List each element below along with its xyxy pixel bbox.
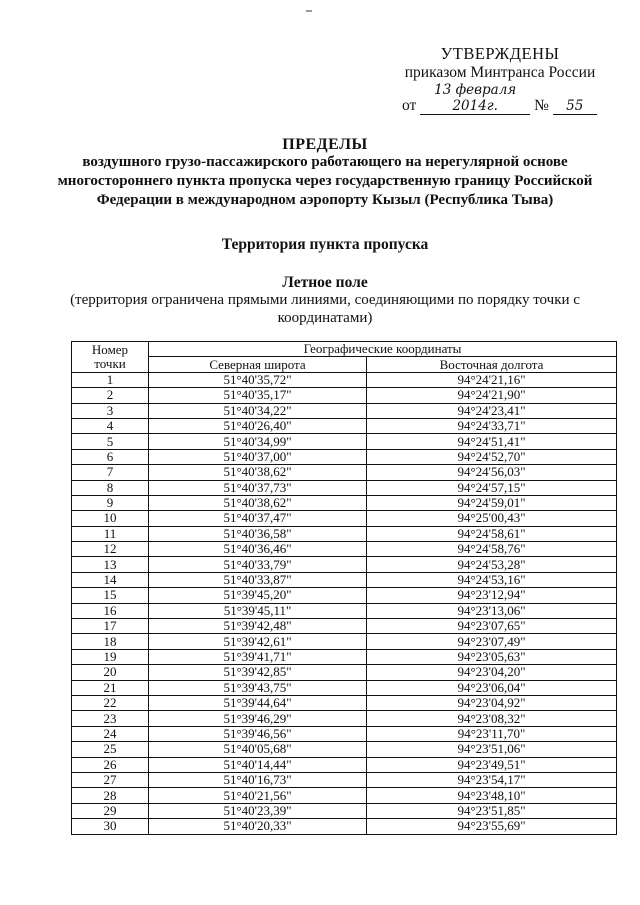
description-line: воздушного грузо-пассажирского работающего на нерегулярной основе — [82, 154, 568, 170]
cell-point-number: 23 — [72, 711, 149, 726]
approval-from-prefix: от — [402, 97, 417, 114]
cell-longitude: 94°23'07,49" — [367, 634, 617, 649]
cell-point-number: 6 — [72, 449, 149, 464]
cell-latitude: 51°40'38,62" — [149, 495, 367, 510]
cell-latitude: 51°40'33,79" — [149, 557, 367, 572]
cell-longitude: 94°23'12,94" — [367, 588, 617, 603]
cell-point-number: 13 — [72, 557, 149, 572]
cell-latitude: 51°39'45,11" — [149, 603, 367, 618]
cell-longitude: 94°24'57,15" — [367, 480, 617, 495]
table-header — [72, 342, 617, 373]
table-row — [72, 388, 617, 403]
cell-point-number: 27 — [72, 772, 149, 787]
cell-longitude: 94°23'55,69" — [367, 819, 617, 834]
cell-point-number: 15 — [72, 588, 149, 603]
table-row — [72, 434, 617, 449]
table-row — [72, 542, 617, 557]
header-point-number — [72, 342, 149, 373]
cell-latitude: 51°40'34,99" — [149, 434, 367, 449]
cell-longitude: 94°23'04,20" — [367, 665, 617, 680]
cell-point-number: 4 — [72, 418, 149, 433]
table-row — [72, 819, 617, 834]
table-row — [72, 603, 617, 618]
cell-point-number: 20 — [72, 665, 149, 680]
table-row — [72, 634, 617, 649]
territory-note — [40, 291, 610, 327]
cell-point-number: 19 — [72, 649, 149, 664]
cell-longitude: 94°24'51,41" — [367, 434, 617, 449]
cell-longitude: 94°24'21,16" — [367, 372, 617, 387]
cell-longitude: 94°23'05,63" — [367, 649, 617, 664]
cell-longitude: 94°24'33,71" — [367, 418, 617, 433]
cell-longitude: 94°24'58,76" — [367, 542, 617, 557]
cell-point-number: 18 — [72, 634, 149, 649]
table-row — [72, 418, 617, 433]
cell-longitude: 94°24'53,28" — [367, 557, 617, 572]
description-line: многостороннего пункта пропуска через государственную границу Российской — [57, 173, 593, 189]
cell-longitude: 94°25'00,43" — [367, 511, 617, 526]
table-row — [72, 449, 617, 464]
cell-latitude: 51°40'14,44" — [149, 757, 367, 772]
cell-point-number: 14 — [72, 572, 149, 587]
cell-point-number: 29 — [72, 803, 149, 818]
cell-latitude: 51°40'21,56" — [149, 788, 367, 803]
cell-point-number: 28 — [72, 788, 149, 803]
document-title: ПРЕДЕЛЫ — [282, 136, 368, 153]
table-row — [72, 403, 617, 418]
cell-latitude: 51°39'46,29" — [149, 711, 367, 726]
table-row — [72, 372, 617, 387]
cell-longitude: 94°24'59,01" — [367, 495, 617, 510]
cell-point-number: 1 — [72, 372, 149, 387]
cell-latitude: 51°40'05,68" — [149, 742, 367, 757]
cell-latitude: 51°39'42,48" — [149, 619, 367, 634]
page-mark — [306, 10, 312, 12]
cell-latitude: 51°39'46,56" — [149, 726, 367, 741]
cell-longitude: 94°24'56,03" — [367, 465, 617, 480]
document-description — [40, 153, 610, 210]
approval-block — [395, 44, 605, 115]
table-row — [72, 588, 617, 603]
cell-latitude: 51°39'45,20" — [149, 588, 367, 603]
approval-order-line: приказом Минтранса России — [404, 64, 596, 81]
table-row — [72, 619, 617, 634]
table-row — [72, 480, 617, 495]
description-line: Федерации в международном аэропорту Кызыл (Республика Тыва) — [96, 192, 554, 208]
cell-longitude: 94°23'07,65" — [367, 619, 617, 634]
table-row — [72, 511, 617, 526]
cell-point-number: 11 — [72, 526, 149, 541]
cell-point-number: 26 — [72, 757, 149, 772]
table-row — [72, 572, 617, 587]
cell-latitude: 51°40'36,58" — [149, 526, 367, 541]
cell-point-number: 5 — [72, 434, 149, 449]
cell-longitude: 94°23'49,51" — [367, 757, 617, 772]
subsection-title: Летное поле — [282, 274, 368, 291]
cell-latitude: 51°39'41,71" — [149, 649, 367, 664]
cell-latitude: 51°40'37,47" — [149, 511, 367, 526]
table-row — [72, 465, 617, 480]
cell-longitude: 94°23'51,85" — [367, 803, 617, 818]
cell-latitude: 51°40'38,62" — [149, 465, 367, 480]
cell-longitude: 94°23'51,06" — [367, 742, 617, 757]
cell-latitude: 51°39'42,61" — [149, 634, 367, 649]
cell-point-number: 22 — [72, 695, 149, 710]
cell-latitude: 51°39'44,64" — [149, 695, 367, 710]
cell-longitude: 94°23'48,10" — [367, 788, 617, 803]
header-latitude: Северная широта — [149, 357, 367, 372]
cell-point-number: 3 — [72, 403, 149, 418]
table-row — [72, 742, 617, 757]
table-row — [72, 649, 617, 664]
approval-date-line — [395, 82, 605, 115]
header-num-line2: точки — [94, 355, 126, 371]
approval-number-sign: № — [534, 97, 549, 114]
cell-latitude: 51°40'23,39" — [149, 803, 367, 818]
cell-point-number: 24 — [72, 726, 149, 741]
handwritten-number: 55 — [553, 98, 597, 115]
table-row — [72, 557, 617, 572]
header-longitude: Восточная долгота — [367, 357, 617, 372]
cell-latitude: 51°40'34,22" — [149, 403, 367, 418]
cell-latitude: 51°40'26,40" — [149, 418, 367, 433]
cell-latitude: 51°39'42,85" — [149, 665, 367, 680]
cell-latitude: 51°39'43,75" — [149, 680, 367, 695]
table-row — [72, 726, 617, 741]
table-row — [72, 711, 617, 726]
cell-point-number: 10 — [72, 511, 149, 526]
table-row — [72, 803, 617, 818]
note-line: (территория ограничена прямыми линиями, соединяющими по порядку точки с — [70, 292, 580, 308]
table-row — [72, 788, 617, 803]
header-row — [72, 357, 617, 372]
cell-point-number: 25 — [72, 742, 149, 757]
cell-point-number: 30 — [72, 819, 149, 834]
header-geo-coordinates: Географические координаты — [149, 342, 617, 357]
cell-point-number: 2 — [72, 388, 149, 403]
cell-latitude: 51°40'33,87" — [149, 572, 367, 587]
cell-point-number: 16 — [72, 603, 149, 618]
header-num-line1: Номер — [91, 341, 129, 357]
table-body — [72, 372, 617, 834]
section-title: Территория пункта пропуска — [221, 236, 429, 253]
coordinates-table — [71, 341, 617, 835]
cell-longitude: 94°23'04,92" — [367, 695, 617, 710]
cell-longitude: 94°23'11,70" — [367, 726, 617, 741]
cell-longitude: 94°24'58,61" — [367, 526, 617, 541]
header-row — [72, 342, 617, 357]
cell-longitude: 94°24'52,70" — [367, 449, 617, 464]
approval-title: УТВЕРЖДЕНЫ — [440, 44, 560, 63]
cell-point-number: 17 — [72, 619, 149, 634]
handwritten-date: 13 февраля 2014г. — [420, 82, 530, 115]
cell-longitude: 94°23'08,32" — [367, 711, 617, 726]
cell-point-number: 8 — [72, 480, 149, 495]
table-row — [72, 680, 617, 695]
cell-latitude: 51°40'36,46" — [149, 542, 367, 557]
cell-point-number: 12 — [72, 542, 149, 557]
table-row — [72, 526, 617, 541]
cell-latitude: 51°40'20,33" — [149, 819, 367, 834]
table-row — [72, 757, 617, 772]
cell-longitude: 94°23'54,17" — [367, 772, 617, 787]
cell-latitude: 51°40'37,73" — [149, 480, 367, 495]
cell-longitude: 94°23'06,04" — [367, 680, 617, 695]
cell-point-number: 21 — [72, 680, 149, 695]
cell-longitude: 94°24'53,16" — [367, 572, 617, 587]
cell-longitude: 94°24'23,41" — [367, 403, 617, 418]
cell-latitude: 51°40'35,17" — [149, 388, 367, 403]
note-line: координатами) — [277, 310, 373, 326]
cell-latitude: 51°40'16,73" — [149, 772, 367, 787]
table-row — [72, 665, 617, 680]
cell-latitude: 51°40'35,72" — [149, 372, 367, 387]
cell-longitude: 94°23'13,06" — [367, 603, 617, 618]
table-row — [72, 495, 617, 510]
cell-point-number: 9 — [72, 495, 149, 510]
table-row — [72, 695, 617, 710]
cell-point-number: 7 — [72, 465, 149, 480]
cell-longitude: 94°24'21,90" — [367, 388, 617, 403]
cell-latitude: 51°40'37,00" — [149, 449, 367, 464]
table-row — [72, 772, 617, 787]
